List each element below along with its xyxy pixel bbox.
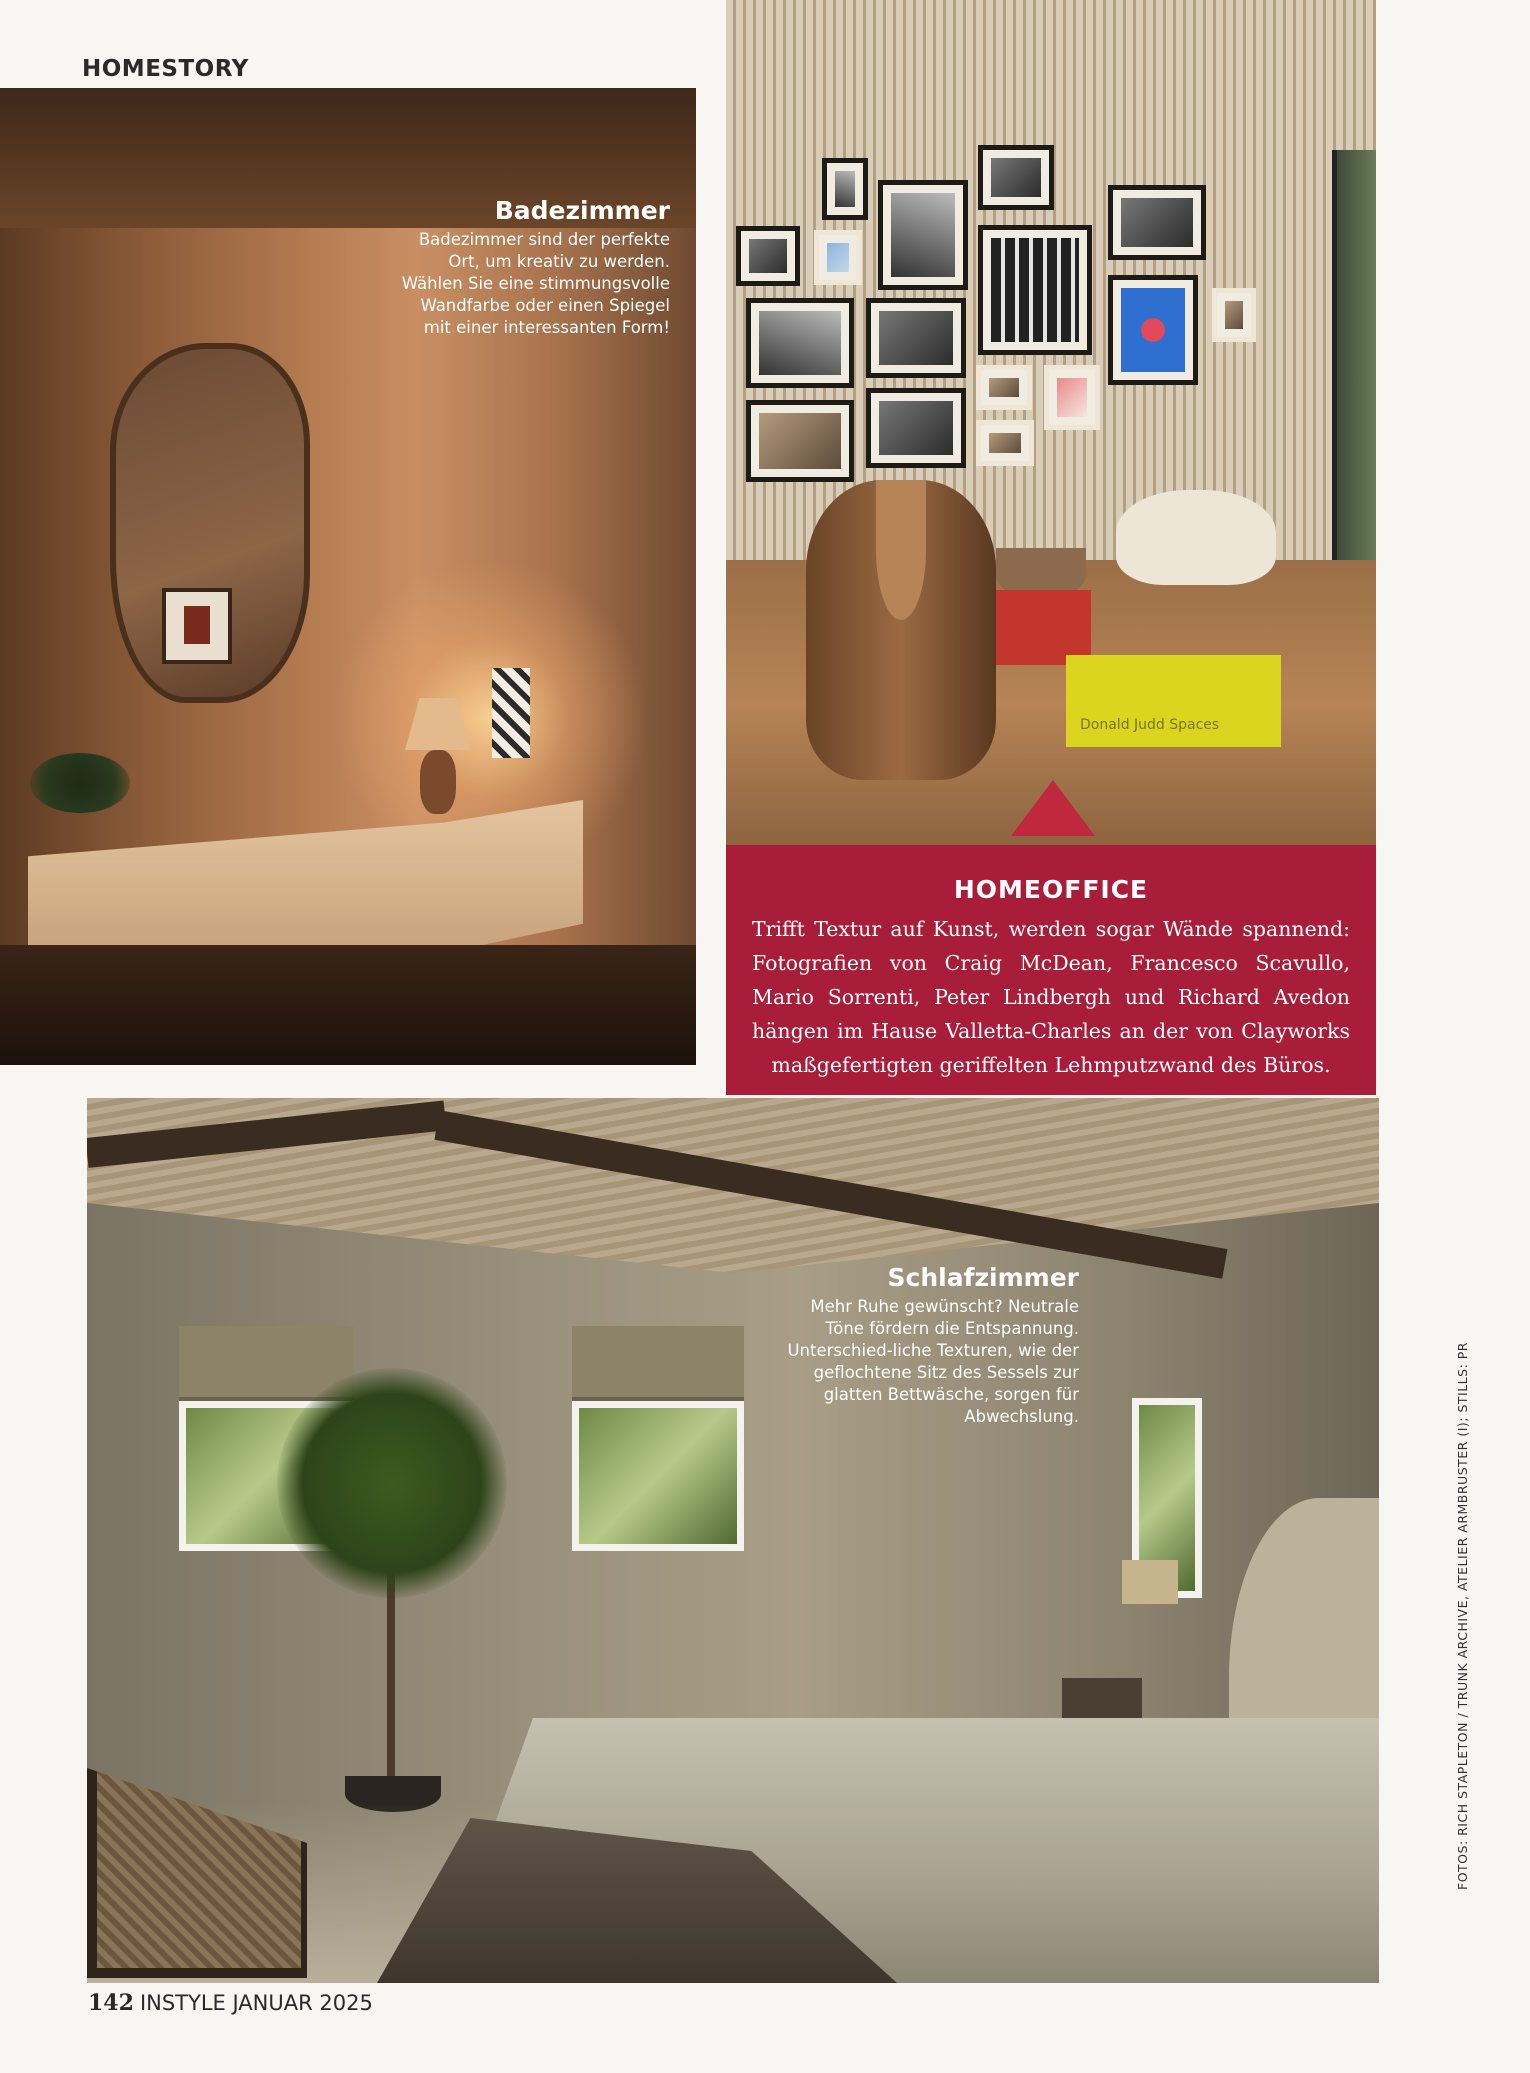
photo-frame xyxy=(976,420,1034,466)
photo-frame xyxy=(878,180,968,290)
bedroom-text: Mehr Ruhe gewünscht? Neutrale Töne fördern die Entspannung. Unterschied-liche Texturen, wie der geflochtene Sitz des Sessels zur glatten Bettwäsche, sorgen für Abwechslung. xyxy=(787,1297,1079,1426)
towel xyxy=(492,668,530,758)
photo-frame xyxy=(746,400,854,482)
floor xyxy=(0,945,696,1065)
page-footer xyxy=(88,1990,373,2016)
photo-credit: FOTOS: RICH STAPLETON / TRUNK ARCHIVE, ATELIER ARMBRUSTER (I); STILLS: PR xyxy=(1455,1342,1470,1890)
photo-frame xyxy=(736,226,800,286)
glass-door xyxy=(1332,150,1376,600)
photo-frame xyxy=(1044,365,1100,430)
bedroom-photo xyxy=(87,1098,1379,1983)
book-yellow xyxy=(1066,655,1281,747)
photo-frame xyxy=(978,145,1054,210)
page-number: 142 xyxy=(88,1990,134,2016)
photo-frame xyxy=(814,230,862,285)
bathroom-title: Badezimmer xyxy=(494,196,670,225)
publication: INSTYLE JANUAR 2025 xyxy=(139,1991,373,2015)
homeoffice-text-box xyxy=(726,845,1376,1095)
plant xyxy=(30,753,130,813)
book-title: Donald Judd Spaces xyxy=(1080,717,1220,733)
homeoffice-text: Trifft Textur auf Kunst, werden sogar Wände spannend: Fotografien von Craig McDean, Francesco Scavullo, Mario Sorrenti, Peter Lindbergh und Richard Avedon hängen im Hause Valletta-Charles an der von Clayworks maßgefertigten geriffelten Lehmputzwand des Büros. xyxy=(752,917,1350,1077)
boucle-chair xyxy=(1116,490,1276,585)
book-red xyxy=(991,590,1091,665)
window-shade xyxy=(572,1326,744,1401)
bathroom-photo xyxy=(0,88,696,1065)
photo-frame xyxy=(822,158,868,220)
lamp-base xyxy=(420,750,456,814)
framed-picture xyxy=(162,588,232,664)
photo-frame xyxy=(746,298,854,388)
photo-frame xyxy=(1108,185,1206,260)
homeoffice-photo xyxy=(726,0,1376,845)
nightstand xyxy=(1062,1678,1142,1718)
photo-frame xyxy=(978,225,1092,355)
homeoffice-title: HOMEOFFICE xyxy=(953,875,1149,904)
photo-frame xyxy=(1212,288,1256,342)
arrow-up-icon xyxy=(1011,780,1095,836)
photo-frame xyxy=(1108,275,1198,385)
window xyxy=(572,1401,744,1551)
bedroom-caption xyxy=(779,1263,1079,1428)
photo-frame xyxy=(866,388,966,468)
bathroom-caption xyxy=(400,196,670,339)
photo-frame xyxy=(976,365,1032,410)
bathroom-text: Badezimmer sind der perfekte Ort, um kreativ zu werden. Wählen Sie eine stimmungsvolle Wandfarbe oder einen Spiegel mit einer interessanten Form! xyxy=(401,230,670,337)
photo-frame xyxy=(866,298,966,378)
table-lamp xyxy=(1122,1560,1178,1604)
section-label: HOMESTORY xyxy=(82,56,249,82)
bedroom-title: Schlafzimmer xyxy=(887,1263,1079,1292)
sculptural-chair xyxy=(806,480,996,780)
plant-leaves xyxy=(277,1368,507,1598)
